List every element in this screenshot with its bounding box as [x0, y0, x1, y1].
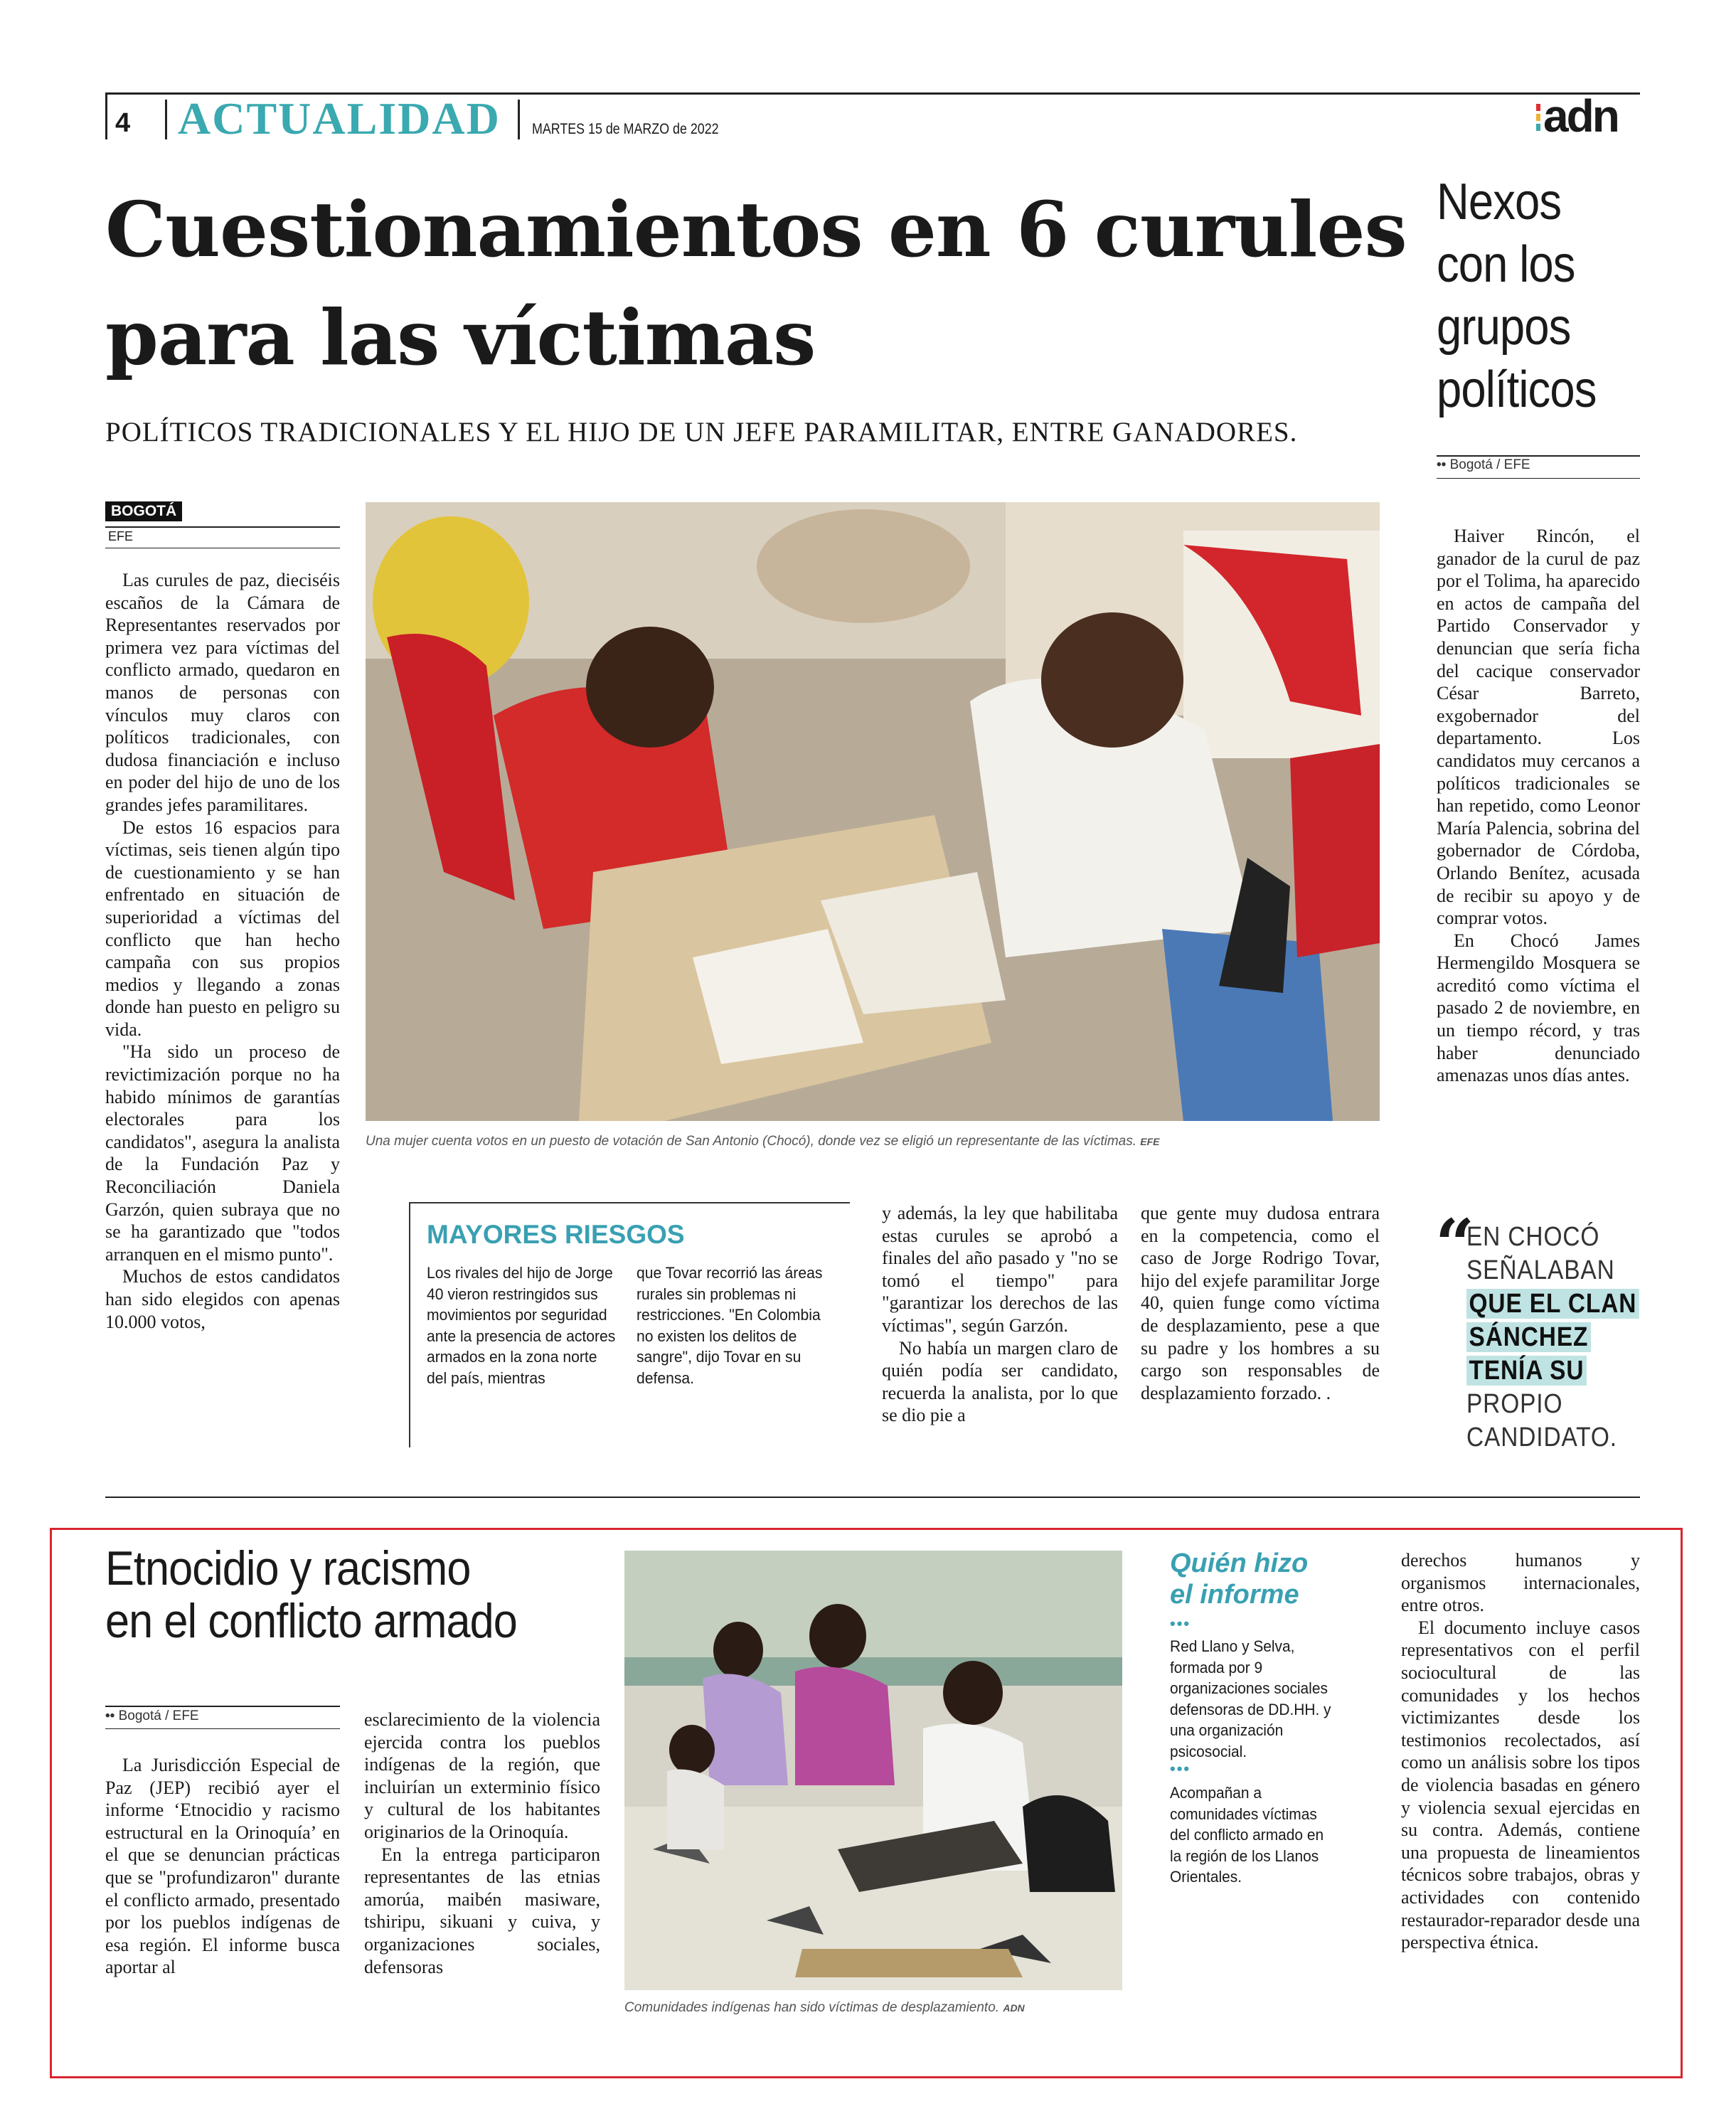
main-photo-illustration [366, 502, 1380, 1121]
pull-quote-line1: EN CHOCÓ [1466, 1222, 1600, 1252]
bottom-photo-caption-text: Comunidades indígenas han sido víctimas de desplazamiento. [624, 2000, 1000, 2015]
main-col4 [1141, 1202, 1380, 1404]
main-col3-p2: No había un margen claro de quién podía ser candidato, recuerda la analista, por lo que se dio pie a [882, 1337, 1118, 1426]
main-photo-caption-text: Una mujer cuenta votos en un puesto de votación de San Antonio (Chocó), donde vez se eligió un representante de las víctimas. [366, 1134, 1137, 1149]
side-rule-bottom [1437, 478, 1640, 479]
info-box-title-line1: Quién hizo [1170, 1548, 1309, 1578]
main-col3 [882, 1202, 1118, 1427]
bottom-byline-dots: •• [105, 1708, 115, 1723]
bottom-headline-line2: en el conflicto armado [105, 1594, 517, 1648]
side-byline [1437, 457, 1530, 473]
info-box-dots-2: ••• [1170, 1760, 1191, 1777]
bottom-col2 [364, 1708, 600, 1978]
pull-quote [1466, 1221, 1639, 1455]
side-headline: Nexos con los grupos políticos [1437, 174, 1597, 418]
side-byline-text: Bogotá / EFE [1449, 457, 1530, 472]
side-byline-dots: •• [1437, 457, 1447, 472]
bottom-col4 [1401, 1549, 1640, 1954]
main-col1 [105, 569, 340, 1333]
main-col3-p1: y además, la ley que habilitaba estas curules se aprobó a finales del año pasado y "no se tomó el tiempo" para "garantizar los derechos de las víctimas", según Garzón. [882, 1203, 1118, 1336]
page-number: 4 [115, 108, 131, 138]
main-col4-p1: que gente muy dudosa entrara en la competencia, como el caso de Jorge Rodrigo Tovar, hijo del exjefe paramilitar Jorge 40, quien funge como víctima de desplazamiento, pese a que su padre y los hombres a su cargo son responsables de desplazamiento forzado. . [1141, 1203, 1380, 1403]
bottom-byline-rule-bottom [105, 1728, 340, 1729]
bottom-byline-rule-top [105, 1706, 340, 1707]
main-photo-caption [366, 1134, 1383, 1149]
pull-quote-mark: “ [1435, 1204, 1475, 1285]
location-tag: BOGOTÁ [105, 501, 182, 521]
bottom-photo-illustration [624, 1551, 1122, 1990]
issue-date: MARTES 15 de MARZO de 2022 [532, 121, 719, 137]
adn-logo [1536, 90, 1636, 142]
main-subheadline: POLÍTICOS TRADICIONALES Y EL HIJO DE UN JEFE PARAMILITAR, ENTRE GANADORES. [105, 417, 1298, 447]
pull-quote-line2: SEÑALABAN [1466, 1255, 1615, 1285]
side-p1: Haiver Rincón, el ganador de la curul de paz por el Tolima, ha aparecido en actos de campaña del Partido Conservador y denuncian que sería ficha del cacique conservador César Barreto, exgobernador del departamento. Los candidatos muy cercanos a políticos tradicionales se han repetido, como Leonor María Palencia, sobrina del gobernador de Córdoba, Orlando Benítez, acusada de recibir su apoyo y de comprar votos. [1437, 526, 1640, 929]
info-box-dots-1: ••• [1170, 1615, 1191, 1632]
bottom-photo-credit: ADN [1003, 2002, 1025, 2014]
bottom-headline [105, 1542, 517, 1647]
logo-text: adn [1543, 90, 1618, 142]
main-col1-p2: De estos 16 espacios para víctimas, seis tienen algún tipo de cuestionamiento y se han enfrentado en situación de superioridad a víctimas del conflicto que han hecho campaña con sus propios medios y llegando a zonas donde han puesto en peligro su vida. [105, 817, 340, 1040]
section-divider-2 [518, 100, 520, 139]
box-left-rule [409, 1202, 410, 1447]
bottom-col4-p1: derechos humanos y organismos internacionales, entre otros. [1401, 1550, 1640, 1616]
main-headline: Cuestionamientos en 6 curules para las víctimas [105, 186, 1407, 383]
main-photo [366, 502, 1380, 1121]
section-title: ACTUALIDAD [178, 93, 501, 144]
box-title: MAYORES RIESGOS [427, 1220, 685, 1249]
bottom-section-divider [105, 1497, 1640, 1498]
header-left-tick [105, 92, 107, 139]
bottom-col2-p2: En la entrega participaron representantes de las etnias amorúa, maibén masiware, tshiripu, sikuani y cuiva, y organizaciones sociales, defensoras [364, 1844, 600, 1977]
side-body [1437, 525, 1640, 1087]
pull-quote-line3: PROPIO [1466, 1389, 1563, 1419]
side-p2: En Chocó James Hermengildo Mosquera se acreditó como víctima el pasado 2 de noviembre, en un tiempo récord, y tras haber denunciado amenazas unos días antes. [1437, 930, 1640, 1086]
bottom-byline [105, 1708, 199, 1724]
pull-quote-highlight1: QUE EL CLAN [1466, 1289, 1639, 1319]
bottom-headline-line1: Etnocidio y racismo [105, 1541, 471, 1595]
bottom-byline-text: Bogotá / EFE [118, 1708, 199, 1723]
box-col-b: que Tovar recorrió las áreas rurales sin problemas ni restricciones. "En Colombia no existen los delitos de sangre", dijo Tovar en su defensa. [637, 1264, 823, 1387]
info-box-item1: Red Llano y Selva, formada por 9 organizaciones sociales defensoras de DD.HH. y una organización psicosocial. [1170, 1637, 1331, 1760]
bottom-col4-p2: El documento incluye casos representativos con el perfil sociocultural de las comunidades y los hechos victimizantes desde los testimonios recolectados, así como un análisis sobre los tipos de violencia basadas en género y violencia sexual ejercidas en su contra. Además, contiene una propuesta de lineamientos técnicos sobre trabajos, obras y actividades con contenido restaurador-reparador desde una perspectiva étnica. [1401, 1617, 1640, 1953]
main-col1-p4: Muchos de estos candidatos han sido elegidos con apenas 10.000 votos, [105, 1266, 340, 1332]
info-box-title-line2: el informe [1170, 1580, 1299, 1610]
main-col1-p1: Las curules de paz, dieciséis escaños de la Cámara de Representantes reservados por primera vez para víctimas del conflicto armado, quedaron en manos de personas con vínculos muy claros con políticos tradicionales, con dudosa financiación e incluso en poder del hijo de uno de los grandes jefes paramilitares. [105, 570, 340, 815]
bottom-col1-p1: La Jurisdicción Especial de Paz (JEP) recibió ayer el informe ‘Etnocidio y racismo estructural en la Orinoquía’ en el que se denuncian prácticas que se "profundizaron" durante el conflicto armado, presentado por los pueblos indígenas de esa región. El informe busca aportar al [105, 1755, 340, 1978]
main-col1-p3: "Ha sido un proceso de revictimización porque no ha habido mínimos de garantías electorales para los candidatos", asegura la analista de la Fundación Paz y Reconciliación Daniela Garzón, quien subraya que no se ha garantizado que "todos arranquen en el mismo punto". [105, 1041, 340, 1265]
info-box-title [1170, 1548, 1308, 1610]
box-top-rule [409, 1202, 850, 1203]
info-box-item2: Acompañan a comunidades víctimas del conflicto armado en la región de los Llanos Orientales. [1170, 1784, 1324, 1886]
bottom-photo [624, 1551, 1122, 1990]
main-photo-credit: EFE [1140, 1136, 1160, 1147]
agency-tag: EFE [108, 529, 134, 543]
pull-quote-line4: CANDIDATO. [1466, 1423, 1617, 1452]
location-rule [105, 526, 340, 528]
bottom-col1 [105, 1754, 340, 1979]
pull-quote-highlight3: TENÍA SU [1466, 1356, 1587, 1386]
side-rule-top [1437, 455, 1640, 457]
section-divider [165, 100, 167, 139]
bottom-photo-caption [624, 2000, 1136, 2016]
pull-quote-highlight2: SÁNCHEZ [1466, 1322, 1591, 1352]
bottom-col2-p1: esclarecimiento de la violencia ejercida contra los pueblos indígenas de la región, que incluirían un exterminio físico y cultural de los habitantes originarios de la Orinoquía. [364, 1709, 600, 1842]
box-col-a: Los rivales del hijo de Jorge 40 vieron restringidos sus movimientos por seguridad ante la presencia de actores armados en la zona norte del país, mientras [427, 1264, 616, 1387]
